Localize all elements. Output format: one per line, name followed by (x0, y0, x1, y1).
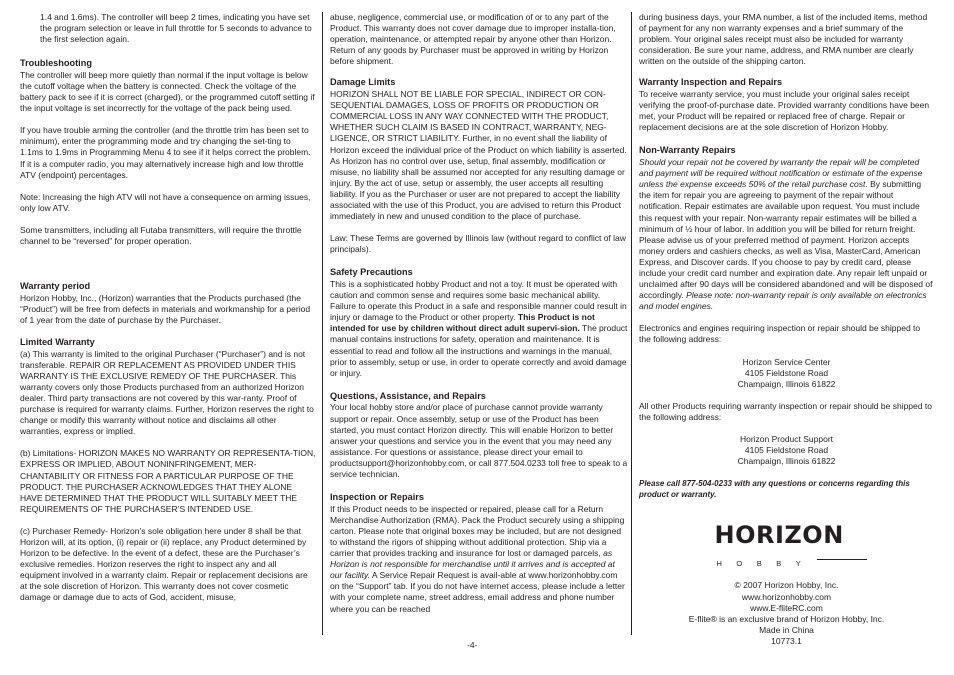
electronics-paragraph: Electronics and engines requiring inspection or repair should be shipped to the following address: (639, 323, 921, 345)
troubleshooting-paragraph-2: If you have trouble arming the controller (and the throttle trim has been set to minimum), enter the programming mode and try changing the set-ting to 1.1ms to 1.9ms in Programming Menu 4 to see if it helps correct the problem. If it is a computer radio, you may alternatively increase high and low throttle ATV (endpoint) percentages. (20, 125, 311, 180)
limited-warranty-c: (c) Purchaser Remedy- Horizon’s sole obligation here under 8 shall be that Horizon will, at its option, (i) repair or (ii) replace, any Product determined by Horizon to be defective. In the event of a defect, these are the Purchaser’s exclusive remedies. Horizon reserves the right to inspect any and all equipment involved in a warranty claim. Repair or replacement decisions are at the sole discretion of Horizon. This warranty does not cover cosmetic damage or damage due to acts of God, accident, misuse, (20, 525, 308, 603)
troubleshooting-heading: Troubleshooting (20, 58, 92, 69)
damage-limits-heading: Damage Limits (330, 77, 396, 88)
service-center-address: Horizon Service Center 4105 Fieldstone Road Champaign, Illinois 61822 (737, 356, 836, 389)
troubleshooting-paragraph-1: The controller will beep more quietly than normal if the input voltage is below the cutoff voltage when the battery is connected. Check the voltage of the battery pack to see if it is correct (charged), or the programmed cutoff setting if the input voltage is set incorrectly for the voltage of the pack being used. (20, 69, 315, 114)
warranty-inspection-paragraph: To receive warranty service, you must include your original sales receipt verifying the proof-of-purchase date. Provided warranty conditions have been met, your Product will be repaired or replaced free of charge. Repair or replacement decisions are at the sole discretion of Horizon Hobby. (639, 89, 930, 133)
column-2 (330, 12, 628, 615)
questions-heading: Questions, Assistance, and Repairs (330, 390, 486, 401)
footer-block (639, 580, 934, 647)
safety-paragraph: This is a sophisticated hobby Product and not a toy. It must be operated with caution and common sense and requires some basic mechanical ability. Failure to operate this Product in a safe and responsible manner could result in injury or damage to the Product or other property. This Product is not intended for use by children without direct adult supervi-sion. The product manual contains instructions for safety, operation and maintenance. It is essential to read and follow all the instructions and warnings in the manual, prior to assembly, setup or use, in order to operate correctly and avoid damage or injury. (330, 278, 628, 378)
product-support-address: Horizon Product Support 4105 Fieldstone Road Champaign, Illinois 61822 (737, 434, 836, 467)
copyright: © 2007 Horizon Hobby, Inc. (734, 580, 839, 591)
inspection-paragraph: If this Product needs to be inspected or repaired, please call for a Return Merchandise Authorization (RMA). Pack the Product securely using a shipping carton. Please note that original boxes may be included, but are not designed to withstand the rigors of shipping without additional protection. Ship via a carrier that provides tracking and insurance for lost or damaged parcels, as Horizon is not responsible for merchandise until it arrives and is accepted at our facility. A Service Repair Request is avail-able at www.horizonhobby.com on the “Support” tab. If you do not have internet access, please include a letter with your complete name, street address, email address and phone number where you can be reached (330, 503, 625, 614)
inspection-continued-paragraph: during business days, your RMA number, a list of the included items, method of payment for any non warranty expenses and a brief summary of the problem. Your original sales receipt must also be included for warranty consideration. Be sure your name, address, and RMA number are clearly written on the outside of the shipping carton. (639, 12, 928, 67)
logo-subtitle: HOBBY (716, 559, 816, 569)
safety-heading: Safety Precautions (330, 267, 413, 278)
warranty-period-heading: Warranty period (20, 281, 91, 292)
brand-note: E-flite® is an exclusive brand of Horizon Hobby, Inc. (688, 613, 885, 624)
limited-warranty-b: (b) Limitations- HORIZON MAKES NO WARRANTY OR REPRESENTA-TION, EXPRESS OR IMPLIED, ABOUT NONINFRINGEMENT, MER-CHANTABILITY OR FITNESS FOR A PARTICULAR PURPOSE OF THE PRODUCT. THE PURCHASER ACKNOWLEDGES THAT THEY ALONE HAVE DETERMINED THAT THE PRODUCT WILL SUITABLY MEET THE REQUIREMENTS OF THE PURCHASER’S INTENDED USE. (20, 448, 316, 514)
non-warranty-paragraph: Should your repair not be covered by warranty the repair will be completed and payment will be required without notification or estimate of the expense unless the expense exceeds 50% of the retail purchase cost. By submitting the item for repair you are agreeing to payment of the repair without notification. Repair estimates are available upon request. You must include this request with your repair. Non-warranty repair estimates will be billed a minimum of ½ hour of labor. In addition you will be billed for return freight. Please advise us of your preferred method of payment. Horizon accepts money orders and cashiers checks, as well as Visa, MasterCard, American Express, and Discover cards. If you choose to pay by credit card, please include your credit card number and expiration date. Any repair left unpaid or unclaimed after 90 days will be considered abandoned and will be disposed of accordingly. Please note: non-warranty repair is only available on electronics and model engines. (639, 157, 933, 312)
column-divider-1 (322, 12, 323, 635)
logo-wordmark: HORIZON (714, 521, 844, 550)
inspection-heading: Inspection or Repairs (330, 492, 424, 503)
other-products-paragraph: All other Products requiring warranty inspection or repair should be shipped to the following address: (639, 400, 932, 422)
logo-underline (817, 559, 867, 560)
page-number: -4- (467, 640, 478, 650)
column-3 (639, 12, 934, 647)
warranty-period-paragraph: Horizon Hobby, Inc., (Horizon) warranties that the Products purchased (the “Product”) will be free from defects in materials and workmanship for a period of 1 year from the date of purchase by the Purchaser. (20, 292, 311, 325)
warranty-continued-paragraph: abuse, negligence, commercial use, or modification of or to any part of the Product. This warranty does not cover damage due to improper installa-tion, operation, maintenance, or attempted repair by anyone other than Horizon. Return of any goods by Purchaser must be approved in writing by Horizon before shipment. (330, 12, 616, 67)
futaba-paragraph: Some transmitters, including all Futaba transmitters, will require the throttle channel to be “reversed” for proper operation. (20, 224, 302, 246)
made-in: Made in China (759, 624, 814, 635)
non-warranty-heading: Non-Warranty Repairs (639, 145, 736, 156)
intro-paragraph: 1.4 and 1.6ms). The controller will beep 2 times, indicating you have set the program selection or leave in full throttle for 5 seconds to advance to the first selection again. (40, 12, 312, 45)
column-1 (20, 12, 316, 604)
column-divider-2 (631, 12, 632, 635)
horizon-hobby-logo (707, 521, 867, 570)
limited-warranty-heading: Limited Warranty (20, 336, 95, 347)
call-paragraph: Please call 877-504-0233 with any questions or concerns regarding this product or warranty. (639, 479, 910, 500)
law-paragraph: Law: These Terms are governed by Illinois law (without regard to conflict of law principals). (330, 233, 626, 255)
questions-paragraph: Your local hobby store and/or place of purchase cannot provide warranty support or repair. Once assembly, setup or use of the Product has been started, you must contact Horizon directly. This will enable Horizon to better answer your questions and service you in the event that you may need any assistance. For questions or assistance, please direct your email to productsupport@horizonhobby.com, or call 877.504.0233 toll free to speak to a service technician. (330, 402, 628, 479)
website-eflite: www.E-fliteRC.com (750, 602, 823, 613)
limited-warranty-a: (a) This warranty is limited to the original Purchaser (“Purchaser”) and is not transferable. REPAIR OR REPLACEMENT AS PROVIDED UNDER THIS WARRANTY IS THE EXCLUSIVE REMEDY OF THE PURCHASER. This warranty covers only those Products purchased from an authorized Horizon dealer. Third party transactions are not covered by this war-ranty. Proof of purchase is required for warranty claims. Further, Horizon reserves the right to change or modify this warranty without notice and disclaims all other warranties, express or implied. (20, 348, 314, 437)
website-horizon: www.horizonhobby.com (741, 591, 832, 602)
note-paragraph: Note: Increasing the high ATV will not have a consequence on arming issues, only low ATV. (20, 191, 311, 213)
warranty-inspection-heading: Warranty Inspection and Repairs (639, 77, 783, 88)
safety-warning-bold: This Product is not intended for use by children without direct adult supervi-sion. (330, 312, 595, 334)
damage-limits-paragraph: HORIZON SHALL NOT BE LIABLE FOR SPECIAL, INDIRECT OR CON-SEQUENTIAL DAMAGES, LOSS OF PROFITS OR PRODUCTION OR COMMERCIAL LOSS IN ANY WAY CONNECTED WITH THE PRODUCT, WHETHER SUCH CLAIM IS BASED IN CONTRACT, WARRANTY, NEG-LIGENCE, OR STRICT LIABILITY. Further, in no event shall the liability of Horizon exceed the individual price of the Product on which liability is asserted. As Horizon has no control over use, setup, final assembly, modification or misuse, no liability shall be assumed nor accepted for any resulting damage or injury. By the act of use, setup or assembly, the user accepts all resulting liability. If you as the Purchaser or user are not prepared to accept the liability associated with the use of this Product, you are advised to return this Product immediately in new and unused condition to the place of purchase. (330, 89, 627, 222)
part-number: 10773.1 (771, 635, 802, 646)
